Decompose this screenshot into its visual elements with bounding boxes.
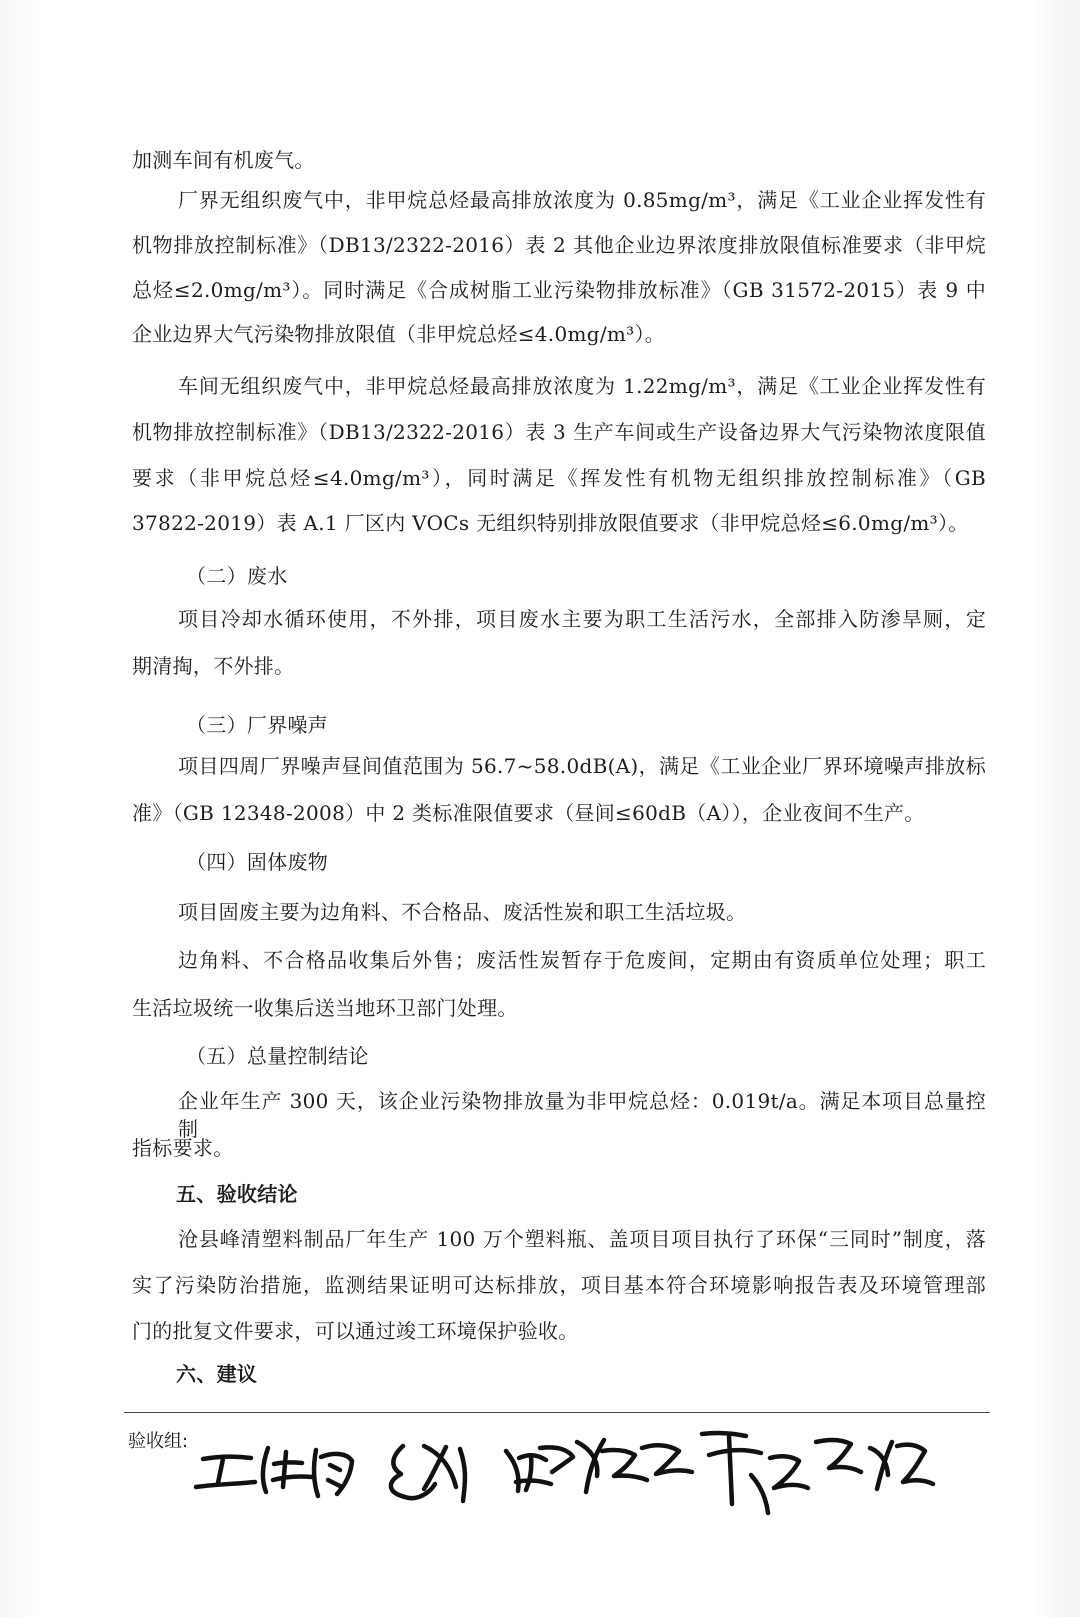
paragraph-line: 车间无组织废气中，非甲烷总烃最高排放浓度为 1.22mg/m³，满足《工业企业挥发性有 [178,374,986,398]
paragraph-line: 实了污染防治措施，监测结果证明可达标排放，项目基本符合环境影响报告表及环境管理部 [132,1273,986,1297]
paragraph-line: 加测车间有机废气。 [132,148,315,172]
signature-area [180,1418,940,1538]
paragraph-line: 企业年生产 300 天，该企业污染物排放量为非甲烷总烃：0.019t/a。满足本项目总量控制 [178,1089,986,1141]
paragraph-line: 机物排放控制标准》（DB13/2322-2016）表 2 其他企业边界浓度排放限值标准要求（非甲烷 [132,233,986,257]
paragraph-line: 项目冷却水循环使用，不外排，项目废水主要为职工生活污水，全部排入防渗旱厕，定 [178,607,986,631]
signature [506,1447,573,1491]
section-heading: （三）厂界噪声 [186,713,329,737]
paragraph-line: 37822-2019）表 A.1 厂区内 VOCs 无组织特别排放限值要求（非甲烷总烃≤6.0mg/m³）。 [132,511,969,535]
section-heading: （五）总量控制结论 [186,1044,369,1068]
paragraph-line: 项目固废主要为边角料、不合格品、废活性炭和职工生活垃圾。 [178,900,747,924]
section-heading: 六、建议 [176,1362,258,1386]
section-heading: （二）废水 [186,564,288,588]
paragraph-line: 指标要求。 [132,1136,234,1160]
signature [577,1440,692,1492]
signature [391,1446,465,1501]
section-heading: 五、验收结论 [176,1182,298,1206]
signature [196,1448,352,1496]
paragraph-line: 准》（GB 12348-2008）中 2 类标准限值要求（昼间≤60dB（A）），企业夜间不生产。 [132,801,925,825]
signature-divider [124,1412,990,1413]
signature [816,1440,933,1489]
handwritten-signatures [180,1418,940,1538]
section-heading: （四）固体废物 [186,850,329,874]
paragraph-line: 边角料、不合格品收集后外售；废活性炭暂存于危废间，定期由有资质单位处理；职工 [178,948,986,972]
paragraph-line: 机物排放控制标准》（DB13/2322-2016）表 3 生产车间或生产设备边界大气污染物浓度限值 [132,420,986,444]
paragraph-line: 期清掏，不外排。 [132,654,295,678]
paragraph-line: 企业边界大气污染物排放限值（非甲烷总烃≤4.0mg/m³）。 [132,322,666,346]
paragraph-line: 厂界无组织废气中，非甲烷总烃最高排放浓度为 0.85mg/m³，满足《工业企业挥发性有 [178,188,986,212]
paragraph-line: 要求（非甲烷总烃≤4.0mg/m³），同时满足《挥发性有机物无组织排放控制标准》（GB [132,466,986,490]
paragraph-line: 门的批复文件要求，可以通过竣工环境保护验收。 [132,1319,579,1343]
signature [702,1433,808,1513]
signature-label: 验收组: [128,1431,189,1452]
paragraph-line: 项目四周厂界噪声昼间值范围为 56.7~58.0dB(A)，满足《工业企业厂界环境噪声排放标 [178,754,986,778]
paragraph-line: 生活垃圾统一收集后送当地环卫部门处理。 [132,996,518,1020]
paragraph-line: 沧县峰清塑料制品厂年生产 100 万个塑料瓶、盖项目项目执行了环保“三同时”制度，落 [178,1227,986,1251]
paragraph-line: 总烃≤2.0mg/m³）。同时满足《合成树脂工业污染物排放标准》（GB 31572-2015）表 9 中 [132,278,986,302]
